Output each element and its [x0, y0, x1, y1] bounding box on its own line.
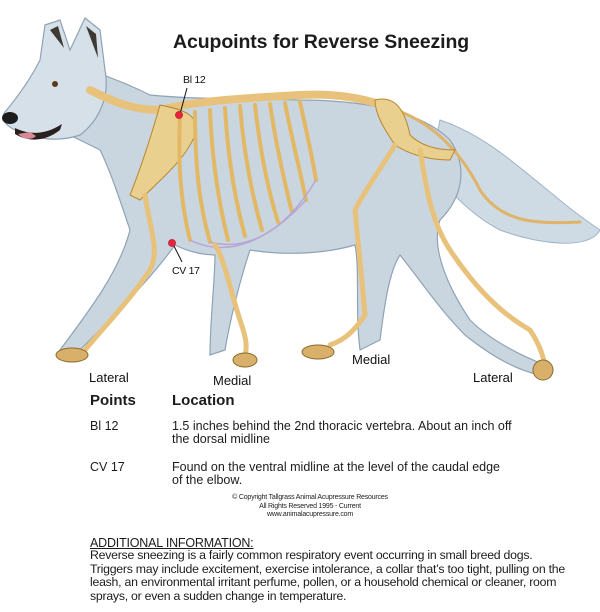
cv17-point-marker [168, 239, 175, 246]
cv17-point-label: CV 17 [172, 265, 200, 277]
hind-right-view-label: Lateral [473, 370, 513, 385]
location-column-header: Location [172, 392, 235, 409]
additional-info-line: sprays, or even a sudden change in temperature. [90, 588, 347, 603]
front-left-view-label: Lateral [89, 370, 129, 385]
row-bl12-location-line1: 1.5 inches behind the 2nd thoracic vertebra. About an inch off [172, 419, 512, 433]
copyright-line: © Copyright Tallgrass Animal Acupressure Resources [232, 494, 388, 501]
row-cv17-point: CV 17 [90, 460, 125, 474]
row-bl12-point: Bl 12 [90, 419, 119, 433]
row-cv17-location-line1: Found on the ventral midline at the level of the caudal edge [172, 460, 500, 474]
row-bl12-location-line2: the dorsal midline [172, 432, 270, 446]
bl12-point-marker [175, 111, 182, 118]
website-link[interactable]: www.animalacupressure.com [266, 511, 354, 519]
additional-info-body [90, 549, 595, 603]
additional-info-line: Reverse sneezing is a fairly common respiratory event occurring in small breed dogs. [90, 548, 533, 562]
points-column-header: Points [90, 392, 136, 409]
page-title: Acupoints for Reverse Sneezing [173, 31, 470, 53]
bl12-point-label: Bl 12 [183, 74, 206, 86]
additional-info-heading: ADDITIONAL INFORMATION: [90, 536, 254, 550]
eye [52, 81, 58, 87]
additional-info-line: Triggers may include excitement, exercise intolerance, a collar that’s too tight, pulling on the [90, 561, 565, 576]
additional-info-line: leash, an environmental irritant perfume, pollen, or a household chemical or cleaner, room [90, 575, 557, 590]
rights-line: All Rights Reserved 1995 - Current [259, 502, 361, 510]
copyright-block [200, 494, 420, 520]
hind-left-view-label: Medial [352, 352, 391, 367]
nose [2, 112, 18, 124]
front-right-view-label: Medial [213, 373, 252, 388]
row-cv17-location-line2: of the elbow. [172, 473, 243, 487]
